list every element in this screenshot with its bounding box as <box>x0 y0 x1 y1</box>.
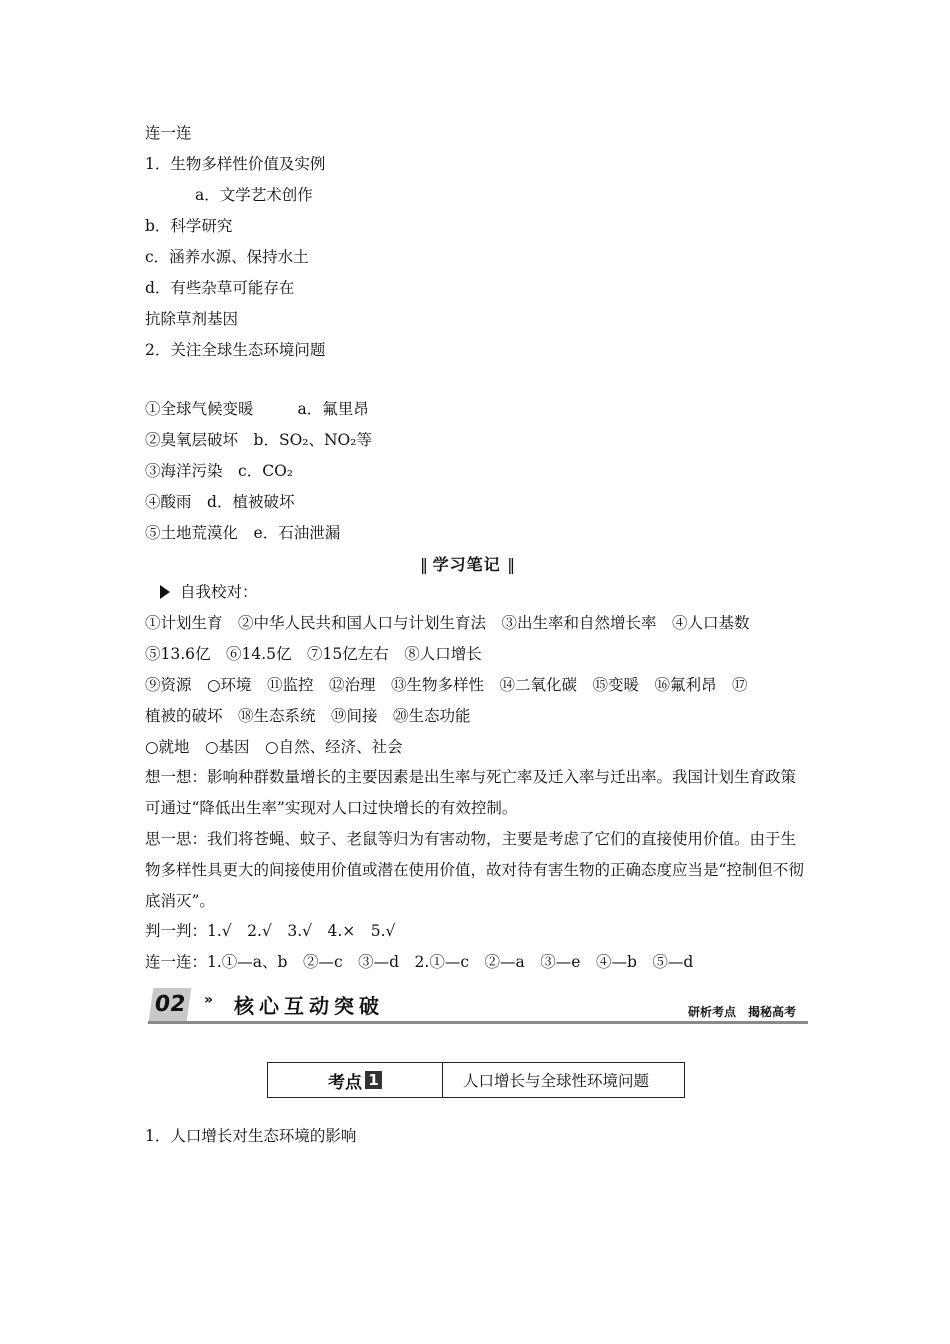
answer-line-5: ○就地 ○基因 ○自然、经济、社会 <box>145 738 403 756</box>
answer-line-2: ⑤13.6亿 ⑥14.5亿 ⑦15亿左右 ⑧人口增长 <box>145 645 482 663</box>
double-arrow-icon: » <box>204 992 214 1008</box>
notes-bar-left: ‖ <box>420 555 426 574</box>
match-heading: 连一连 <box>145 124 192 142</box>
q2-row-3-right: c．CO₂ <box>238 462 293 480</box>
notes-title-text: 学习笔记 <box>432 555 501 574</box>
q1-item-d-cont: 抗除草剂基因 <box>145 310 239 328</box>
q2-row-3 <box>145 461 293 481</box>
q2-row-5-right: e．石油泄漏 <box>253 524 341 542</box>
section-header <box>148 988 808 1024</box>
notes-bar-right: ‖ <box>507 555 514 574</box>
reflect-paragraph: 思一思：我们将苍蝇、蚊子、老鼠等归为有害动物，主要是考虑了它们的直接使用价值。由于生物多样性具更大的间接使用价值或潜在使用价值，故对待有害生物的正确态度应当是“控制但不彻底消灭”。 <box>145 830 804 910</box>
q2-row-2-left: ②臭氧层破坏 <box>145 431 239 449</box>
q1-item-c: c．涵养水源、保持水土 <box>145 248 309 266</box>
q2-row-1-right: a．氟里昂 <box>297 400 369 418</box>
question-2-title: 2．关注全球生态环境问题 <box>145 341 326 359</box>
question-1-title: 1．生物多样性价值及实例 <box>145 155 326 173</box>
q1-item-b: b．科学研究 <box>145 217 233 235</box>
self-check-text: 自我校对： <box>180 583 258 601</box>
section-rule <box>148 1021 808 1024</box>
judge-answers: 判一判：1.√ 2.√ 3.√ 4.× 5.√ <box>145 922 396 940</box>
q1-item-a: a．文学艺术创作 <box>195 186 313 204</box>
q2-row-1-left: ①全球气候变暖 <box>145 400 254 418</box>
triangle-marker-icon <box>160 585 170 599</box>
self-check-label <box>160 582 258 602</box>
kaodian-topic: 人口增长与全球性环境问题 <box>463 1072 650 1090</box>
q2-row-5-left: ⑤土地荒漠化 <box>145 524 239 542</box>
section-number: 02 <box>149 988 192 1021</box>
q2-row-4 <box>145 492 294 512</box>
answer-line-3: ⑨资源 ○环境 ⑪监控 ⑫治理 ⑬生物多样性 ⑭二氧化碳 ⑮变暖 ⑯氟利昂 ⑰ <box>145 676 748 694</box>
kaodian-table <box>267 1062 685 1098</box>
q1-item-d: d．有些杂草可能存在 <box>145 279 295 297</box>
kaodian-label-cell <box>268 1063 443 1097</box>
kaodian-label: 考点 <box>328 1072 362 1093</box>
answer-line-1: ①计划生育 ②中华人民共和国人口与计划生育法 ③出生率和自然增长率 ④人口基数 <box>145 614 750 632</box>
section-subtitle: 研析考点 揭秘高考 <box>687 1005 796 1019</box>
point-1-title: 1．人口增长对生态环境的影响 <box>145 1127 357 1145</box>
q2-row-3-left: ③海洋污染 <box>145 462 223 480</box>
match-answers: 连一连：1.①—a、b ②—c ③—d 2.①—c ②—a ③—e ④—b ⑤—d <box>145 953 694 971</box>
q2-row-2-right: b．SO₂、NO₂等 <box>253 431 372 449</box>
study-notes-title <box>420 552 513 575</box>
section-title: 核心互动突破 <box>234 994 384 1018</box>
q2-row-5 <box>145 523 340 543</box>
q2-row-2 <box>145 430 372 450</box>
think-paragraph: 想一想：影响种群数量增长的主要因素是出生率与死亡率及迁入率与迁出率。我国计划生育政策可通过“降低出生率”实现对人口过快增长的有效控制。 <box>145 768 797 817</box>
kaodian-number: 1 <box>365 1071 382 1089</box>
q2-row-1 <box>145 399 369 419</box>
answer-line-4: 植被的破坏 ⑱生态系统 ⑲间接 ⑳生态功能 <box>145 707 471 725</box>
q2-row-4-right: d．植被破坏 <box>207 493 295 511</box>
q2-row-4-left: ④酸雨 <box>145 493 192 511</box>
